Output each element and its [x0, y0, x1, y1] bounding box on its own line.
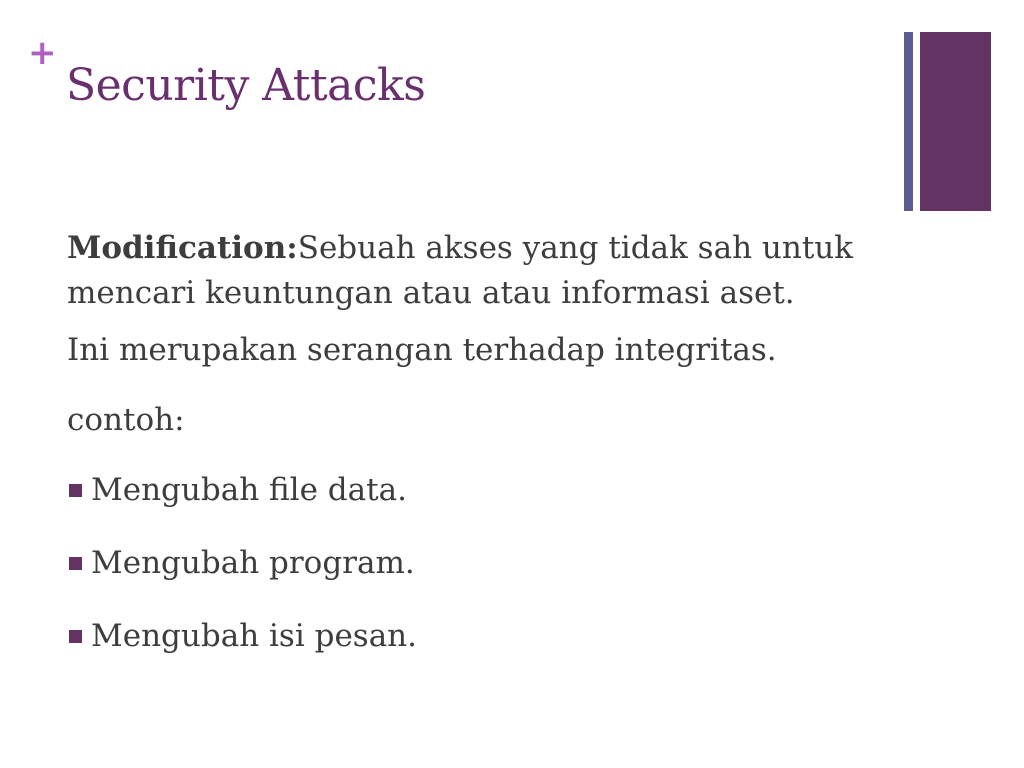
- example-label: contoh:: [67, 402, 185, 438]
- square-bullet-icon: [69, 630, 82, 643]
- bullet-list: [67, 468, 877, 659]
- slide-title: Security Attacks: [66, 60, 426, 111]
- bullet-item: [67, 541, 877, 586]
- square-bullet-icon: [69, 557, 82, 570]
- integrity-paragraph: Ini merupakan serangan terhadap integritas.: [67, 332, 777, 368]
- intro-term: Modification:: [67, 230, 298, 266]
- square-bullet-icon: [69, 484, 82, 497]
- bullet-item: [67, 614, 877, 659]
- intro-paragraph: [67, 226, 877, 316]
- decorative-bar-thick: [920, 32, 991, 211]
- plus-mark-icon: +: [28, 33, 57, 73]
- bullet-text: Mengubah program.: [91, 545, 415, 581]
- bullet-text: Mengubah file data.: [91, 472, 407, 508]
- slide-body: [67, 226, 877, 687]
- intro-text: Sebuah akses yang tidak sah untuk mencari keuntungan atau atau informasi aset.: [67, 230, 854, 311]
- decorative-bar-thin: [904, 32, 913, 211]
- bullet-item: [67, 468, 877, 513]
- bullet-text: Mengubah isi pesan.: [91, 618, 417, 654]
